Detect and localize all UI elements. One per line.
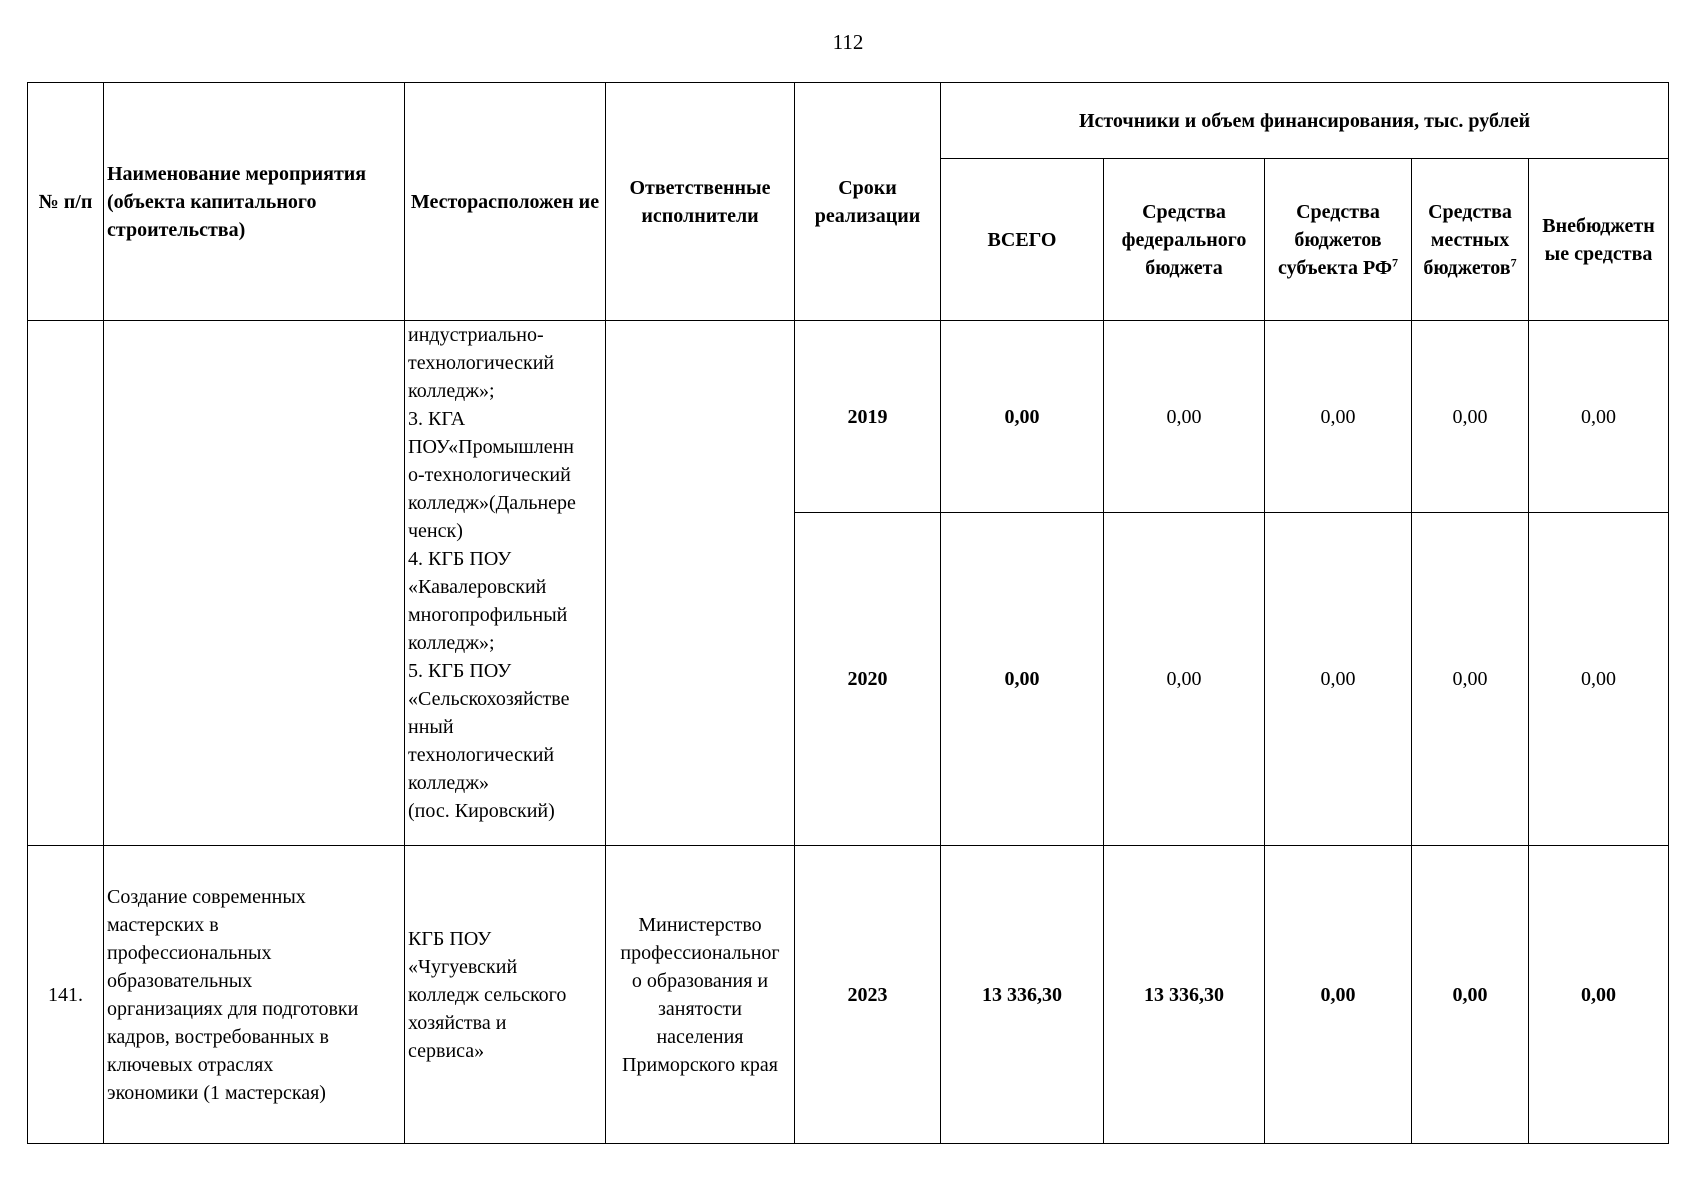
continued-responsible-cell	[606, 321, 795, 846]
text-line: населения	[656, 1025, 744, 1048]
text-line: «Чугуевский	[408, 955, 518, 978]
text-line: технологический	[408, 744, 555, 766]
text-line: технологический	[408, 352, 555, 374]
table-row-2019	[28, 321, 1669, 513]
total-cell: 0,00	[941, 321, 1104, 513]
text-line: колледж»;	[408, 632, 495, 654]
funding-table	[27, 82, 1669, 1144]
header-subject-label: Средства бюджетов субъекта РФ	[1277, 200, 1393, 279]
responsible-cell	[606, 846, 795, 1144]
text-line: Министерство	[638, 913, 762, 936]
header-name: Наименование мероприятия (объекта капитального строительства)	[104, 83, 405, 321]
year-cell: 2020	[795, 513, 941, 846]
text-line: «Кавалеровский	[408, 576, 547, 598]
text-line: индустриально-	[408, 324, 544, 346]
header-responsible: Ответственные исполнители	[606, 83, 795, 321]
text-line: о-технологический	[408, 464, 571, 486]
text-line: «Сельскохозяйстве	[408, 688, 570, 710]
header-num: № п/п	[28, 83, 104, 321]
text-line: КГБ ПОУ	[408, 927, 492, 950]
continued-location-cell	[405, 321, 606, 846]
text-line: нный	[408, 716, 454, 738]
header-subject-footnote: 7	[1392, 254, 1399, 269]
text-line: многопрофильный	[408, 604, 568, 626]
federal-cell: 13 336,30	[1104, 846, 1265, 1144]
text-line: организациях для подготовки	[107, 997, 359, 1020]
text-line: колледж»	[408, 772, 490, 794]
location-cell	[405, 846, 606, 1144]
text-line: ключевых отраслях	[107, 1053, 274, 1076]
text-line: Приморского края	[622, 1053, 778, 1076]
year-cell: 2019	[795, 321, 941, 513]
text-line: 5. КГБ ПОУ	[408, 660, 512, 682]
subject-cell: 0,00	[1265, 321, 1412, 513]
header-federal: Средства федерального бюджета	[1104, 159, 1265, 321]
header-local-label: Средства местных бюджетов	[1423, 200, 1512, 279]
text-line: кадров, востребованных в	[107, 1025, 329, 1048]
header-local-footnote: 7	[1510, 254, 1517, 269]
header-local	[1412, 159, 1529, 321]
header-location: Месторасположен ие	[405, 83, 606, 321]
text-line: ченск)	[408, 520, 463, 542]
text-line: 3. КГА	[408, 408, 466, 430]
text-line: занятости	[658, 997, 742, 1020]
header-period: Сроки реализации	[795, 83, 941, 321]
text-line: 4. КГБ ПОУ	[408, 548, 512, 570]
page-number: 112	[832, 30, 864, 54]
header-extrabudget: Внебюджетн ые средства	[1529, 159, 1669, 321]
continued-name-cell	[104, 321, 405, 846]
header-subject	[1265, 159, 1412, 321]
text-line: колледж»;	[408, 380, 495, 402]
text-line: ПОУ«Промышленн	[408, 436, 574, 458]
text-line: сервиса»	[408, 1039, 485, 1062]
federal-cell: 0,00	[1104, 321, 1265, 513]
continued-num-cell	[28, 321, 104, 846]
text-line: о образования и	[631, 969, 769, 992]
table-row-141	[28, 846, 1669, 1144]
header-row-top	[28, 83, 1669, 159]
extrabudget-cell: 0,00	[1529, 846, 1669, 1144]
extrabudget-cell: 0,00	[1529, 321, 1669, 513]
text-line: мастерских в	[107, 913, 219, 936]
local-cell: 0,00	[1412, 321, 1529, 513]
text-line: образовательных	[107, 969, 253, 992]
header-total: ВСЕГО	[941, 159, 1104, 321]
activity-name-cell	[104, 846, 405, 1144]
header-funding-group: Источники и объем финансирования, тыс. рублей	[941, 83, 1669, 159]
text-line: хозяйства и	[408, 1011, 507, 1034]
text-line: профессиональных	[107, 941, 272, 964]
subject-cell: 0,00	[1265, 513, 1412, 846]
total-cell: 0,00	[941, 513, 1104, 846]
year-cell: 2023	[795, 846, 941, 1144]
extrabudget-cell: 0,00	[1529, 513, 1669, 846]
local-cell: 0,00	[1412, 513, 1529, 846]
text-line: колледж»(Дальнере	[408, 492, 576, 514]
federal-cell: 0,00	[1104, 513, 1265, 846]
text-line: Создание современных	[107, 885, 306, 908]
text-line: экономики (1 мастерская)	[107, 1081, 326, 1104]
total-cell: 13 336,30	[941, 846, 1104, 1144]
text-line: колледж сельского	[408, 983, 567, 1006]
text-line: (пос. Кировский)	[408, 800, 555, 822]
text-line: профессиональног	[620, 941, 780, 964]
local-cell: 0,00	[1412, 846, 1529, 1144]
subject-cell: 0,00	[1265, 846, 1412, 1144]
row-number-cell: 141.	[28, 846, 104, 1144]
